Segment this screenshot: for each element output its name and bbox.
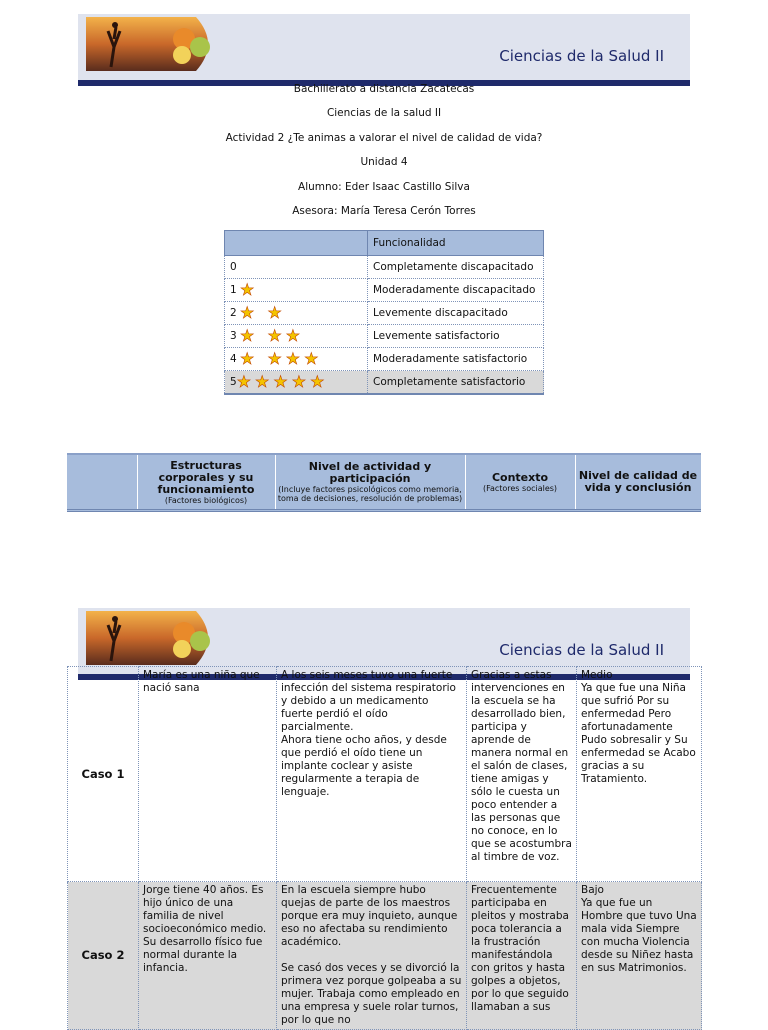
case-activity: En la escuela siempre hubo quejas de parte de los maestros porque era muy inquieto, aunque eso no afectaba su rendimiento académico. Se casó dos veces y se divorció la primera vez porque golpeaba a su mujer. Trabaja como empleado en una empresa y suele rolar turnos, por lo que no bbox=[277, 882, 467, 1030]
table-row bbox=[68, 667, 702, 882]
level-description: Moderadamente discapacitado bbox=[368, 279, 544, 302]
case-label: Caso 2 bbox=[68, 882, 139, 1030]
functionality-table bbox=[224, 230, 544, 395]
table-row bbox=[225, 279, 544, 302]
table-header-row bbox=[225, 231, 544, 256]
level-cell bbox=[225, 256, 368, 279]
case-biological: Jorge tiene 40 años. Es hijo único de una familia de nivel socioeconómico medio. Su desarrollo físico fue normal durante la infancia. bbox=[139, 882, 277, 1030]
level-number: 4 bbox=[230, 353, 237, 365]
case-activity: A los seis meses tuvo una fuerte infección del sistema respiratorio y debido a un medicamento fuerte perdió el oído parcialmente. Ahora tiene ocho años, y desde que perdió el oído tiene un implante coclear y asiste regularmente a terapia de lenguaje. bbox=[277, 667, 467, 882]
level-number: 2 bbox=[230, 307, 237, 319]
header-context-title: Contexto bbox=[491, 470, 549, 484]
table-row bbox=[225, 325, 544, 348]
header-logo bbox=[86, 611, 220, 665]
case-context: Frecuentemente participaba en pleitos y mostraba poca tolerancia a la frustración manifestándola con gritos y hasta golpes a objetos, por lo que seguido llamaban a sus bbox=[467, 882, 577, 1030]
evaluation-header bbox=[67, 453, 701, 512]
stars-icon: ★★★★★ bbox=[236, 372, 329, 391]
header-title: Ciencias de la Salud II bbox=[499, 47, 664, 65]
page-header bbox=[78, 14, 690, 80]
cases-table bbox=[67, 666, 702, 1030]
level-description: Levemente discapacitado bbox=[368, 302, 544, 325]
header-empty-cell bbox=[225, 231, 368, 256]
case-context: Gracias a estas intervenciones en la escuela se ha desarrollado bien, participa y aprende de manera normal en el salón de clases, tiene amigas y sólo le cuesta un poco entender a las personas que no conoce, en lo que se acostumbra al timbre de voz. bbox=[467, 667, 577, 882]
level-cell bbox=[225, 371, 368, 395]
level-description: Completamente discapacitado bbox=[368, 256, 544, 279]
student-line: Alumno: Eder Isaac Castillo Silva bbox=[298, 181, 470, 193]
header-activity-sub: (Incluye factores psicológicos como memoria, toma de decisiones, resolución de problemas) bbox=[277, 485, 463, 503]
level-cell bbox=[225, 279, 368, 302]
case-conclusion: Medio Ya que fue una Niña que sufrió Por su enfermedad Pero afortunadamente Pudo sobresalir y Su enfermedad se Acabo gracias a su Tratamiento. bbox=[577, 667, 702, 882]
header-conclusion-title: Nivel de calidad de vida y conclusión bbox=[578, 469, 698, 494]
level-description: Moderadamente satisfactorio bbox=[368, 348, 544, 371]
case-label: Caso 1 bbox=[68, 667, 139, 882]
level-cell bbox=[225, 325, 368, 348]
level-number: 1 bbox=[230, 284, 237, 296]
case-biological: María es una niña que nació sana bbox=[139, 667, 277, 882]
header-biological-sub: (Factores biológicos) bbox=[164, 495, 248, 505]
header-logo bbox=[86, 17, 220, 71]
level-cell bbox=[225, 302, 368, 325]
header-title: Ciencias de la Salud II bbox=[499, 641, 664, 659]
unit-line: Unidad 4 bbox=[360, 156, 408, 168]
level-number: 0 bbox=[230, 261, 237, 273]
table-row bbox=[68, 882, 702, 1030]
case-conclusion: Bajo Ya que fue un Hombre que tuvo Una mala vida Siempre con mucha Violencia desde su Niñez hasta en sus Matrimonios. bbox=[577, 882, 702, 1030]
level-cell bbox=[225, 348, 368, 371]
stars-icon: ★ ★★ bbox=[240, 326, 305, 345]
page-header bbox=[78, 608, 690, 674]
subject-line: Ciencias de la salud II bbox=[326, 107, 442, 119]
header-biological bbox=[137, 455, 276, 509]
stars-icon: ★ bbox=[240, 280, 259, 299]
school-line: Bachillerato a distancia Zacatecas bbox=[293, 83, 475, 95]
level-number: 5 bbox=[230, 376, 237, 388]
header-biological-title: Estructuras corporales y su funcionamiento bbox=[157, 458, 255, 496]
header-context-sub: (Factores sociales) bbox=[482, 483, 558, 493]
header-empty-cell bbox=[67, 455, 138, 509]
header-context bbox=[465, 455, 576, 509]
header-conclusion bbox=[575, 455, 701, 509]
functionality-header: Funcionalidad bbox=[368, 231, 544, 256]
level-number: 3 bbox=[230, 330, 237, 342]
activity-line: Actividad 2 ¿Te animas a valorar el nivel de calidad de vida? bbox=[225, 132, 543, 144]
table-row bbox=[225, 371, 544, 395]
advisor-line: Asesora: María Teresa Cerón Torres bbox=[292, 205, 476, 217]
header-activity bbox=[275, 455, 466, 509]
table-row bbox=[225, 256, 544, 279]
table-row bbox=[225, 348, 544, 371]
header-activity-title: Nivel de actividad y participación bbox=[308, 460, 432, 485]
level-description: Levemente satisfactorio bbox=[368, 325, 544, 348]
stars-icon: ★ ★ bbox=[240, 303, 286, 322]
stars-icon: ★ ★★★ bbox=[240, 349, 323, 368]
table-row bbox=[225, 302, 544, 325]
level-description: Completamente satisfactorio bbox=[368, 371, 544, 395]
